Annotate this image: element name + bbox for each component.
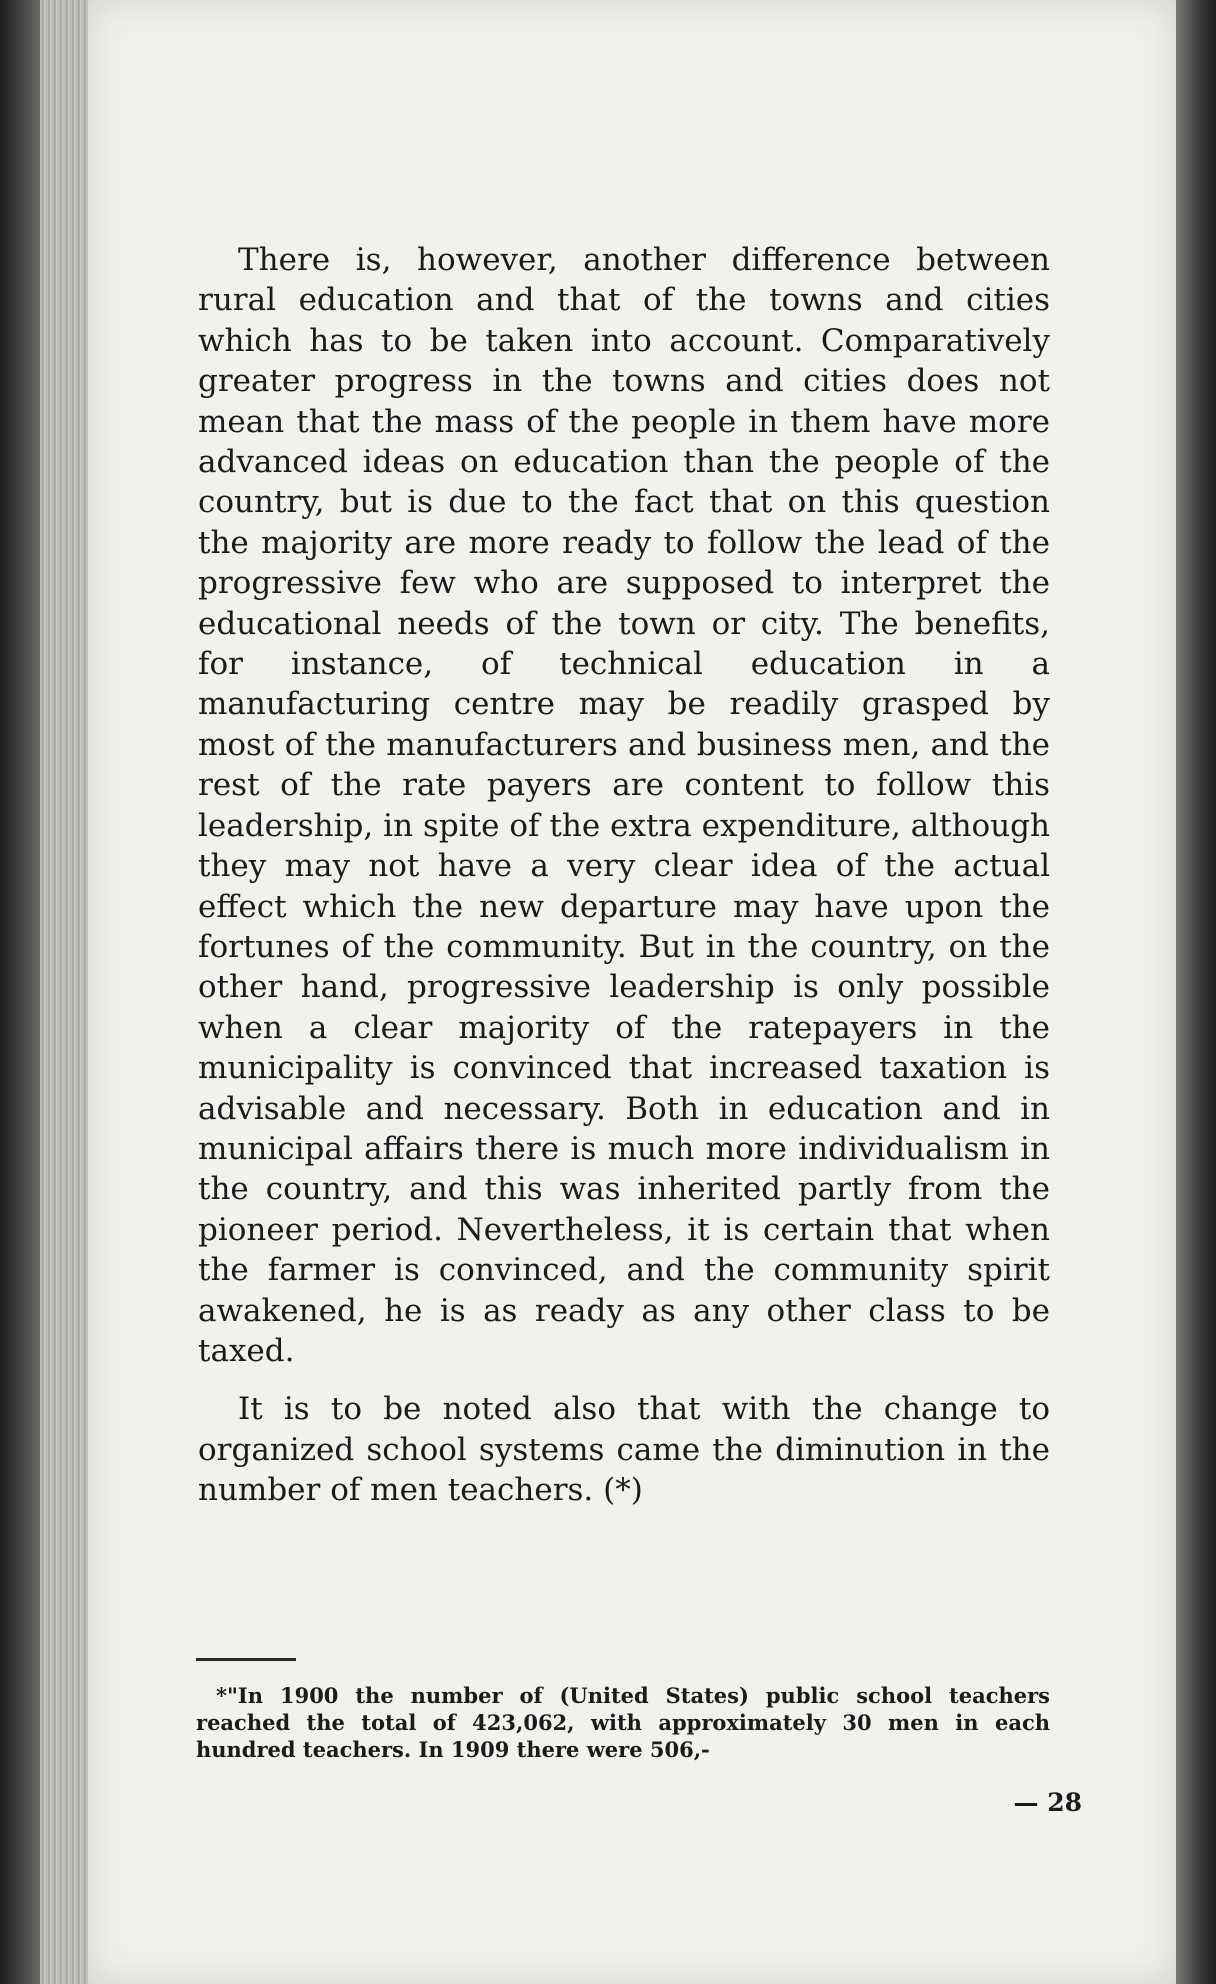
paragraph-2: It is to be noted also that with the change to organized school systems came the diminution in the number of men teachers. (*)	[198, 1391, 1050, 1509]
paragraph-1: There is, however, another difference between rural education and that of the towns and cities which has to be taken into account. Comparatively greater progress in the towns and cities does not mean that the mass of the people in them have more advanced ideas on education than the people of the country, but is due to the fact that on this question the majority are more ready to follow the lead of the progressive few who are supposed to interpret the educational needs of the town or city. The benefits, for instance, of technical education in a manufacturing centre may be readily grasped by most of the manufacturers and business men, and the rest of the rate payers are content to follow this leadership, in spite of the extra expenditure, although they may not have a very clear idea of the actual effect which the new departure may have upon the fortunes of the community. But in the country, on the other hand, progressive leadership is only possible when a clear majority of the ratepayers in the municipality is convinced that increased taxation is advisable and necessary. Both in education and in municipal affairs there is much more individualism in the country, and this was inherited partly from the pioneer period. Nevertheless, it is certain that when the farmer is convinced, and the community spirit awakened, he is as ready as any other class to be taxed.	[198, 242, 1050, 1369]
page-number: — 28	[1013, 1788, 1082, 1817]
book-binding-edge	[0, 0, 40, 1984]
body-text	[198, 240, 1050, 1511]
footnote: *"In 1900 the number of (United States) public school teachers reached the total of 423,062, with approximately 30 men in each hundred teachers. In 1909 there were 506,-	[196, 1683, 1050, 1762]
book-cover-edge	[1176, 0, 1216, 1984]
footnote-divider	[196, 1658, 296, 1661]
page-stack-edge	[40, 0, 88, 1984]
